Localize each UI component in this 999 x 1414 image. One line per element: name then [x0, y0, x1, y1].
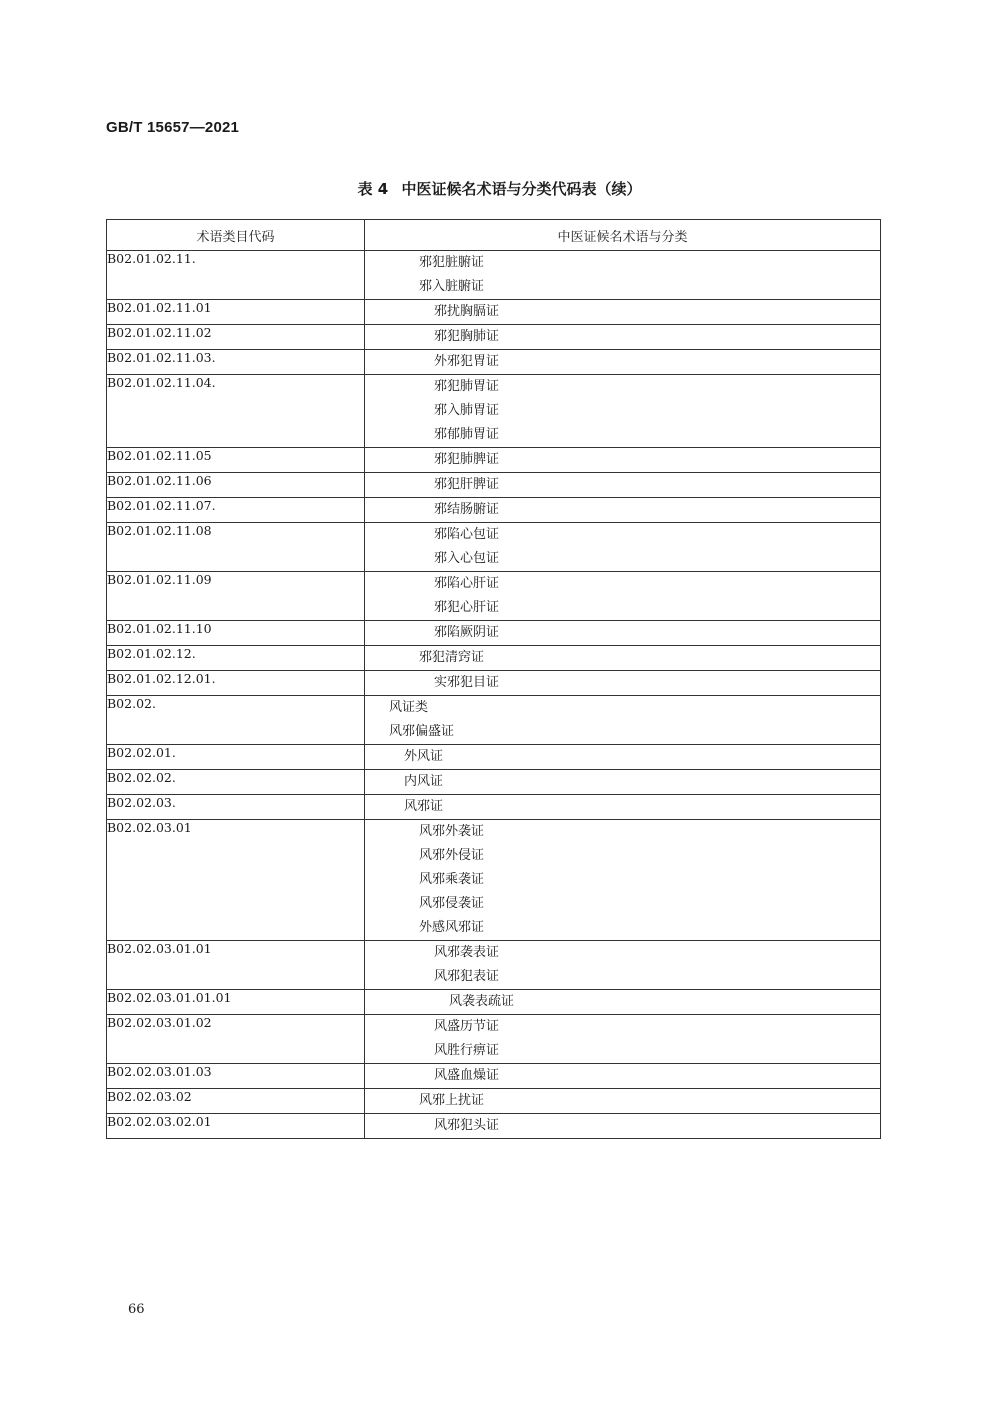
syndrome-term: 风盛历节证 [434, 1019, 500, 1034]
category-code-cell: B02.02.03.01 [107, 820, 365, 941]
table-row [107, 523, 881, 572]
terms-cell [365, 795, 881, 820]
syndrome-term: 邪犯清窍证 [419, 650, 485, 665]
table-title [0, 178, 999, 199]
table-row [107, 671, 881, 696]
syndrome-term: 邪犯心肝证 [434, 600, 500, 615]
table-row [107, 572, 881, 621]
table-row [107, 621, 881, 646]
category-code-cell: B02.02.03.01.01 [107, 941, 365, 990]
terms-cell [365, 572, 881, 621]
category-code-cell: B02.01.02.11.01 [107, 300, 365, 325]
table-row [107, 300, 881, 325]
syndrome-term: 邪入肺胃证 [434, 403, 500, 418]
category-code-cell: B02.01.02.11.10 [107, 621, 365, 646]
category-code-cell: B02.02. [107, 696, 365, 745]
terms-cell [365, 820, 881, 941]
syndrome-term: 外风证 [404, 749, 444, 764]
table-row [107, 820, 881, 941]
syndrome-term: 内风证 [404, 774, 444, 789]
terms-cell [365, 300, 881, 325]
terms-cell [365, 671, 881, 696]
table-row [107, 350, 881, 375]
column-header-code: 术语类目代码 [107, 220, 365, 251]
terms-cell [365, 1089, 881, 1114]
syndrome-term: 邪犯肺胃证 [434, 379, 500, 394]
table-row [107, 1089, 881, 1114]
table-body [107, 251, 881, 1139]
table-row [107, 1114, 881, 1139]
terms-cell [365, 1015, 881, 1064]
syndrome-term: 风邪外侵证 [419, 848, 485, 863]
syndrome-term: 风证类 [389, 700, 429, 715]
syndrome-term: 邪犯肝脾证 [434, 477, 500, 492]
category-code-cell: B02.02.03.02 [107, 1089, 365, 1114]
terms-cell [365, 498, 881, 523]
terms-cell [365, 990, 881, 1015]
category-code-cell: B02.01.02.11.09 [107, 572, 365, 621]
table-row [107, 646, 881, 671]
table-title-label: 表 4 [357, 180, 389, 198]
category-code-cell: B02.01.02.11.02 [107, 325, 365, 350]
syndrome-term: 邪郁肺胃证 [434, 427, 500, 442]
syndrome-term: 风邪袭表证 [434, 945, 500, 960]
table-row [107, 448, 881, 473]
page-number: 66 [128, 1302, 145, 1317]
terms-cell [365, 473, 881, 498]
syndrome-term: 邪陷心包证 [434, 527, 500, 542]
table-row [107, 770, 881, 795]
terms-cell [365, 523, 881, 572]
column-header-terms: 中医证候名术语与分类 [365, 220, 881, 251]
category-code-cell: B02.02.03.01.02 [107, 1015, 365, 1064]
category-code-cell: B02.01.02.11. [107, 251, 365, 300]
syndrome-term: 邪入心包证 [434, 551, 500, 566]
terms-cell [365, 621, 881, 646]
table-row [107, 325, 881, 350]
syndrome-term: 外邪犯胃证 [434, 354, 500, 369]
table-row [107, 990, 881, 1015]
syndrome-term: 邪犯肺脾证 [434, 452, 500, 467]
terms-cell [365, 745, 881, 770]
syndrome-term: 外感风邪证 [419, 920, 485, 935]
category-code-cell: B02.02.02. [107, 770, 365, 795]
category-code-cell: B02.01.02.11.06 [107, 473, 365, 498]
table-row [107, 473, 881, 498]
category-code-cell: B02.01.02.12.01. [107, 671, 365, 696]
syndrome-term: 邪陷心肝证 [434, 576, 500, 591]
terms-cell [365, 1064, 881, 1089]
syndrome-term: 风邪偏盛证 [389, 724, 455, 739]
table-row [107, 1064, 881, 1089]
syndrome-term: 风袭表疏证 [449, 994, 515, 1009]
category-code-cell: B02.02.03.01.03 [107, 1064, 365, 1089]
category-code-cell: B02.01.02.11.04. [107, 375, 365, 448]
category-code-cell: B02.02.03. [107, 795, 365, 820]
category-code-cell: B02.01.02.11.05 [107, 448, 365, 473]
syndrome-term: 风胜行痹证 [434, 1043, 500, 1058]
terms-cell [365, 646, 881, 671]
syndrome-term: 风盛血燥证 [434, 1068, 500, 1083]
terms-cell [365, 941, 881, 990]
code-table [106, 219, 881, 1139]
syndrome-term: 邪犯胸肺证 [434, 329, 500, 344]
table-row [107, 375, 881, 448]
syndrome-term: 风邪乘袭证 [419, 872, 485, 887]
table-header-row [107, 220, 881, 251]
table-title-text: 中医证候名术语与分类代码表（续） [401, 180, 642, 198]
syndrome-term: 实邪犯目证 [434, 675, 500, 690]
table-row [107, 1015, 881, 1064]
syndrome-term: 风邪犯表证 [434, 969, 500, 984]
syndrome-term: 风邪证 [404, 799, 444, 814]
terms-cell [365, 325, 881, 350]
terms-cell [365, 696, 881, 745]
table-row [107, 745, 881, 770]
table-row [107, 795, 881, 820]
category-code-cell: B02.01.02.11.03. [107, 350, 365, 375]
syndrome-term: 邪陷厥阴证 [434, 625, 500, 640]
syndrome-term: 风邪侵袭证 [419, 896, 485, 911]
table-row [107, 251, 881, 300]
category-code-cell: B02.01.02.11.07. [107, 498, 365, 523]
syndrome-term: 风邪外袭证 [419, 824, 485, 839]
category-code-cell: B02.02.03.02.01 [107, 1114, 365, 1139]
syndrome-term: 邪犯脏腑证 [419, 255, 485, 270]
syndrome-term: 风邪犯头证 [434, 1118, 500, 1133]
table-row [107, 941, 881, 990]
syndrome-term: 邪入脏腑证 [419, 279, 485, 294]
syndrome-term: 邪扰胸膈证 [434, 304, 500, 319]
standard-code: GB/T 15657—2021 [106, 119, 240, 136]
terms-cell [365, 251, 881, 300]
table-row [107, 498, 881, 523]
table-row [107, 696, 881, 745]
terms-cell [365, 1114, 881, 1139]
terms-cell [365, 448, 881, 473]
category-code-cell: B02.02.03.01.01.01 [107, 990, 365, 1015]
syndrome-term: 邪结肠腑证 [434, 502, 500, 517]
terms-cell [365, 375, 881, 448]
syndrome-term: 风邪上扰证 [419, 1093, 485, 1108]
category-code-cell: B02.02.01. [107, 745, 365, 770]
terms-cell [365, 350, 881, 375]
category-code-cell: B02.01.02.12. [107, 646, 365, 671]
terms-cell [365, 770, 881, 795]
category-code-cell: B02.01.02.11.08 [107, 523, 365, 572]
